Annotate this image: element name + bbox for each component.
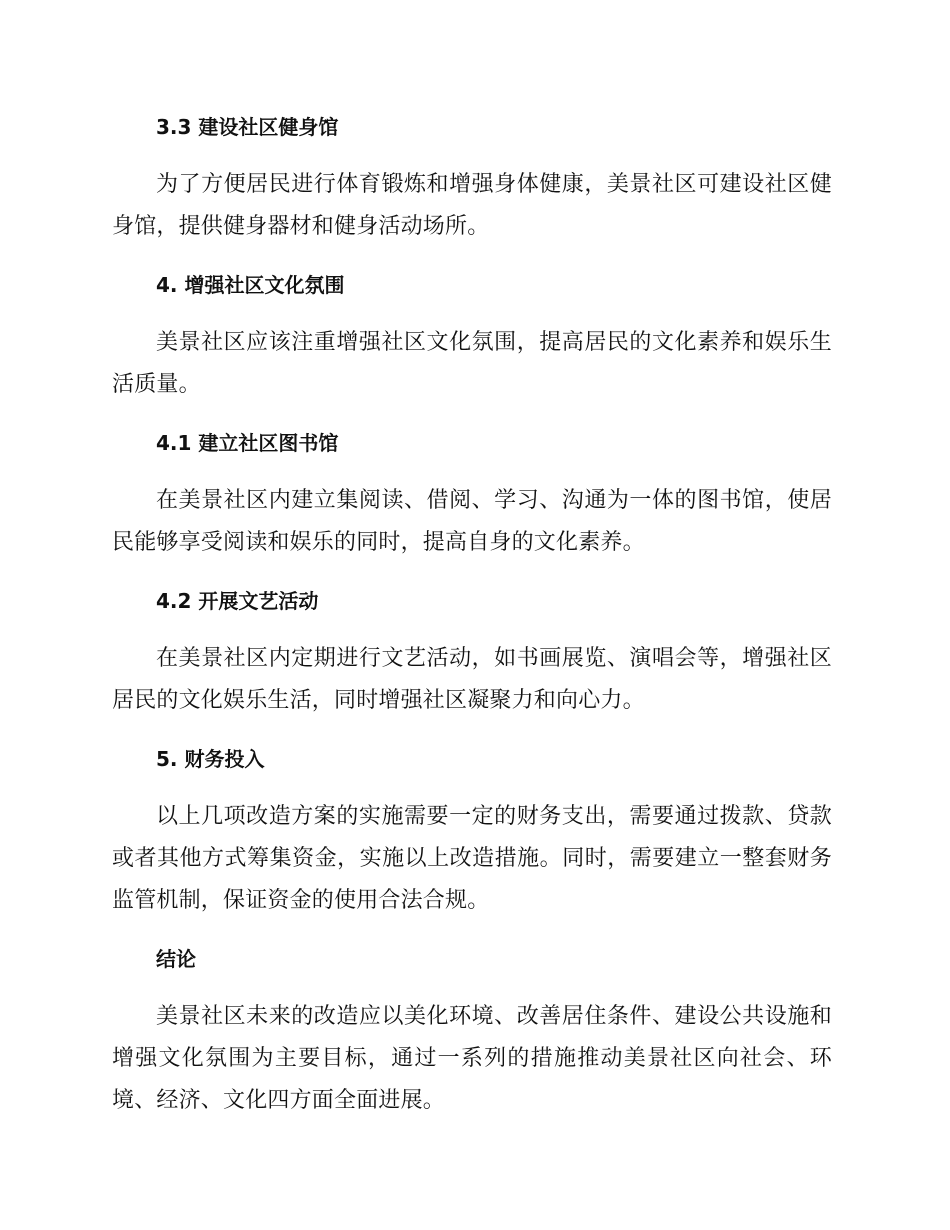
section-paragraph: 以上几项改造方案的实施需要一定的财务支出，需要通过拨款、贷款或者其他方式筹集资金，实施以上改造措施。同时，需要建立一整套财务监管机制，保证资金的使用合法合规。 (112, 804, 832, 913)
section-heading: 5. 财务投入 (156, 747, 265, 771)
section-paragraph: 美景社区应该注重增强社区文化氛围，提高居民的文化素养和娱乐生活质量。 (112, 330, 832, 397)
conclusion-paragraph: 美景社区未来的改造应以美化环境、改善居住条件、建设公共设施和增强文化氛围为主要目标，通过一系列的措施推动美景社区向社会、环境、经济、文化四方面全面进展。 (112, 1004, 832, 1113)
section-heading: 4.1 建立社区图书馆 (156, 431, 339, 455)
section-heading: 4. 增强社区文化氛围 (156, 273, 345, 297)
section-paragraph: 在美景社区内建立集阅读、借阅、学习、沟通为一体的图书馆，使居民能够享受阅读和娱乐的同时，提高自身的文化素养。 (112, 488, 832, 555)
section-heading: 4.2 开展文艺活动 (156, 589, 319, 613)
document-page (112, 112, 832, 1122)
section-paragraph: 为了方便居民进行体育锻炼和增强身体健康，美景社区可建设社区健身馆，提供健身器材和健身活动场所。 (112, 172, 832, 239)
section-paragraph: 在美景社区内定期进行文艺活动，如书画展览、演唱会等，增强社区居民的文化娱乐生活，同时增强社区凝聚力和向心力。 (112, 646, 832, 713)
conclusion-heading: 结论 (156, 947, 196, 971)
section-heading: 3.3 建设社区健身馆 (156, 115, 339, 139)
